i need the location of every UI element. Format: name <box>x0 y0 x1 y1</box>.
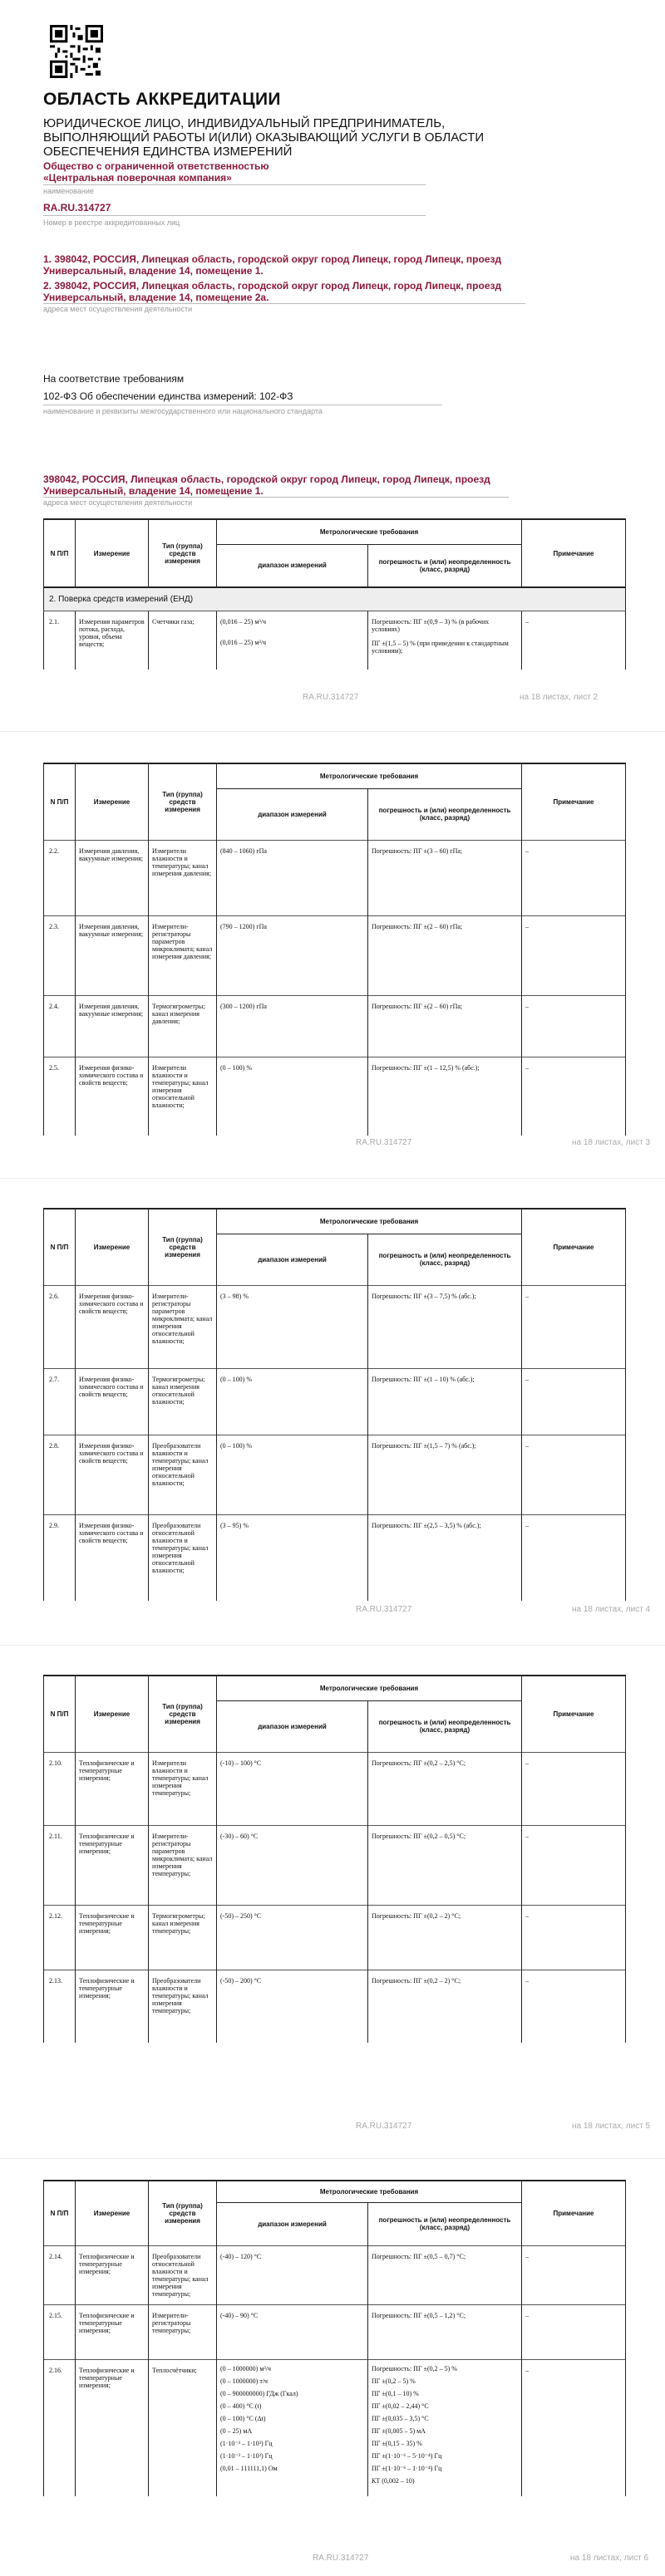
row-range: (0 – 100) % <box>217 1057 368 1136</box>
accreditation-table-page-2 <box>43 763 625 1136</box>
accreditation-table-page-4 <box>43 1675 625 2043</box>
col-error: погрешность и (или) неопределенность (класс, разряд) <box>368 544 522 587</box>
compliance-label: На соответствие требованиям <box>43 373 185 385</box>
table-row <box>44 995 626 1057</box>
reg-caption: Номер в реестре аккредитованных лиц <box>43 218 180 227</box>
qr-code <box>50 25 103 78</box>
row-num: 2.8. <box>44 1435 76 1514</box>
row-measure: Теплофизические и температурные измерения; <box>76 1905 149 1970</box>
col-note: Примечание <box>522 1209 626 1285</box>
page-title: ОБЛАСТЬ АККРЕДИТАЦИИ <box>43 90 281 109</box>
col-measure: Измерение <box>76 1209 149 1285</box>
page-footer-reg: RA.RU.314727 <box>356 2122 412 2131</box>
site-address: 398042, РОССИЯ, Липецкая область, городской округ город Липецк, город Липецк, проезд Универсальный, владение 14, помещение 1. <box>43 473 490 497</box>
divider <box>43 215 426 216</box>
row-range: (3 – 95) % <box>217 1514 368 1601</box>
row-num: 2.11. <box>44 1825 76 1905</box>
table-row <box>44 611 626 670</box>
row-range: (3 – 98) % <box>217 1285 368 1368</box>
table-row <box>44 840 626 915</box>
row-type: Термогигрометры; канал измерения температуры; <box>149 1905 217 1970</box>
col-measure: Измерение <box>76 2181 149 2245</box>
compliance-caption: наименование и реквизиты межгосударственного или национального стандарта <box>43 407 323 415</box>
row-range: (300 – 1200) гПа <box>217 995 368 1057</box>
page-footer-reg: RA.RU.314727 <box>356 1138 412 1147</box>
row-range: (840 – 1060) гПа <box>217 840 368 915</box>
row-type: Измерители влажности и температуры; канал измерения давления; <box>149 840 217 915</box>
row-measure: Теплофизические и температурные измерения; <box>76 2359 149 2496</box>
row-error: Погрешность: ПГ ±(0,2 – 2) °С; <box>368 1970 522 2043</box>
row-note: – <box>522 2304 626 2359</box>
row-measure: Измерения параметров потока, расхода, уровня, объема веществ; <box>76 611 149 670</box>
col-num: N П/П <box>44 1676 76 1752</box>
row-num: 2.9. <box>44 1514 76 1601</box>
page-separator <box>0 2158 665 2159</box>
row-note: – <box>522 1285 626 1368</box>
table-row <box>44 1752 626 1825</box>
col-range: диапазон измерений <box>217 788 368 840</box>
row-num: 2.14. <box>44 2245 76 2304</box>
row-type: Измерители влажности и температуры; канал измерения относительной влажности; <box>149 1057 217 1136</box>
row-measure: Теплофизические и температурные измерения; <box>76 2245 149 2304</box>
col-num: N П/П <box>44 2181 76 2245</box>
table-row <box>44 1970 626 2043</box>
row-error: Погрешность: ПГ ±(0,5 – 0,7) °С; <box>368 2245 522 2304</box>
row-range: (0 – 1000000) м³/ч (0 – 1000000) т/ч (0 – 900000000) ГДж (Гкал) (0 – 400) °С (t) (0 – 100) °С (Δt) (0 – 25) мА (1·10⁻³ – 1·10³) Гц (1·10⁻³ – 1·10³) Гц (0,01 – 111111,1) Ом <box>217 2359 368 2496</box>
row-range: (-40) – 90) °С <box>217 2304 368 2359</box>
accreditation-table-page-1 <box>43 518 625 670</box>
col-metro: Метрологические требования <box>217 763 522 788</box>
row-note: – <box>522 2245 626 2304</box>
divider <box>43 303 525 304</box>
table-row <box>44 2245 626 2304</box>
col-type: Тип (группа) средств измерения <box>149 763 217 840</box>
row-error: Погрешность: ПГ ±(0,9 – 3) % (в рабочих условиях) ПГ ±(1,5 – 5) % (при приведении к стандартным условиям); <box>368 611 522 670</box>
page-footer-reg: RA.RU.314727 <box>356 1605 412 1614</box>
row-measure: Измерения давления, вакуумные измерения; <box>76 995 149 1057</box>
col-num: N П/П <box>44 519 76 587</box>
row-error: Погрешность: ПГ ±(1 – 10) % (абс.); <box>368 1368 522 1435</box>
row-measure: Теплофизические и температурные измерения; <box>76 1752 149 1825</box>
row-num: 2.12. <box>44 1905 76 1970</box>
col-type: Тип (группа) средств измерения <box>149 1209 217 1285</box>
row-type: Измерители-регистраторы параметров микроклимата; канал измерения относительной влажности; <box>149 1285 217 1368</box>
row-num: 2.7. <box>44 1368 76 1435</box>
compliance-value: 102-ФЗ Об обеспечении единства измерений: 102-ФЗ <box>43 390 293 402</box>
row-measure: Измерения физико-химического состава и свойств веществ; <box>76 1435 149 1514</box>
page-subtitle: ЮРИДИЧЕСКОЕ ЛИЦО, ИНДИВИДУАЛЬНЫЙ ПРЕДПРИНИМАТЕЛЬ, ВЫПОЛНЯЮЩИЙ РАБОТЫ И(ИЛИ) ОКАЗЫВАЮЩИЙ УСЛУГИ В ОБЛАСТИ ОБЕСПЕЧЕНИЯ ЕДИНСТВА ИЗМЕРЕНИЙ <box>43 116 485 159</box>
row-measure: Измерения физико-химического состава и свойств веществ; <box>76 1514 149 1601</box>
page-footer-sheet: на 18 листах, лист 6 <box>570 2554 649 2563</box>
row-note: – <box>522 611 626 670</box>
col-type: Тип (группа) средств измерения <box>149 2181 217 2245</box>
organization-name: Общество с ограниченной ответственностью «Центральная поверочная компания» <box>43 160 269 184</box>
row-range: (790 – 1200) гПа <box>217 915 368 995</box>
col-range: диапазон измерений <box>217 2202 368 2245</box>
row-type: Теплосчётчики; <box>149 2359 217 2496</box>
row-measure: Измерения давления, вакуумные измерения; <box>76 840 149 915</box>
col-type: Тип (группа) средств измерения <box>149 1676 217 1752</box>
row-range: (0 – 100) % <box>217 1435 368 1514</box>
row-num: 2.15. <box>44 2304 76 2359</box>
col-note: Примечание <box>522 763 626 840</box>
row-measure: Теплофизические и температурные измерения; <box>76 1970 149 2043</box>
row-note: – <box>522 995 626 1057</box>
row-range: (-30) – 60) °С <box>217 1825 368 1905</box>
row-error: Погрешность: ПГ ±(0,2 – 2,5) °С; <box>368 1752 522 1825</box>
row-type: Преобразователи влажности и температуры; канал измерения относительной влажности; <box>149 1435 217 1514</box>
table-row <box>44 2304 626 2359</box>
row-range: (-50) – 250) °С <box>217 1905 368 1970</box>
row-type: Преобразователи относительной влажности и температуры; канал измерения температуры; <box>149 2245 217 2304</box>
row-num: 2.1. <box>44 611 76 670</box>
table-row <box>44 1285 626 1368</box>
row-type: Измерители-регистраторы температуры; <box>149 2304 217 2359</box>
col-range: диапазон измерений <box>217 1234 368 1285</box>
row-error: Погрешность: ПГ ±(2 – 60) гПа; <box>368 995 522 1057</box>
org-caption: наименование <box>43 187 94 195</box>
address-2: 2. 398042, РОССИЯ, Липецкая область, городской округ город Липецк, город Липецк, проезд Универсальный, владение 14, помещение 2а. <box>43 280 502 303</box>
row-type: Преобразователи относительной влажности и температуры; канал измерения относительной влажности; <box>149 1514 217 1601</box>
row-error: Погрешность: ПГ ±(3 – 60) гПа; <box>368 840 522 915</box>
row-range: (-10) – 100) °С <box>217 1752 368 1825</box>
page-separator <box>0 1178 665 1179</box>
page-separator <box>0 1645 665 1646</box>
col-metro: Метрологические требования <box>217 1676 522 1700</box>
row-error: Погрешность: ПГ ±(0,2 – 5) % ПГ ±(0,2 – 5) % ПГ ±(0,1 – 10) % ПГ ±(0,02 – 2,44) °С ПГ ±(0,035 – 3,5) °С ПГ ±(0,005 – 5) мА ПГ ±(0,15 – 35) % ПГ ±(1·10⁻⁶ – 5·10⁻⁴) Гц ПГ ±(1·10⁻⁶ – 1·10⁻⁴) Гц КТ (0,002 – 10) <box>368 2359 522 2496</box>
row-type: Термогигрометры; канал измерения относительной влажности; <box>149 1368 217 1435</box>
table-row <box>44 1435 626 1514</box>
row-measure: Теплофизические и температурные измерения; <box>76 2304 149 2359</box>
col-error: погрешность и (или) неопределенность (класс, разряд) <box>368 1234 522 1285</box>
col-metro: Метрологические требования <box>217 519 522 544</box>
row-type: Измерители-регистраторы параметров микроклимата; канал измерения давления; <box>149 915 217 995</box>
table-row <box>44 915 626 995</box>
row-note: – <box>522 2359 626 2496</box>
table-row <box>44 1825 626 1905</box>
row-measure: Измерения физико-химического состава и свойств веществ; <box>76 1368 149 1435</box>
table-row <box>44 2359 626 2496</box>
col-num: N П/П <box>44 763 76 840</box>
row-range: (-40) – 120) °С <box>217 2245 368 2304</box>
page-footer-sheet: на 18 листах, лист 5 <box>572 2122 651 2131</box>
col-note: Примечание <box>522 1676 626 1752</box>
row-num: 2.5. <box>44 1057 76 1136</box>
row-range: (0 – 100) % <box>217 1368 368 1435</box>
section-title: 2. Поверка средств измерений (ЕНД) <box>44 587 626 611</box>
row-note: – <box>522 840 626 915</box>
col-num: N П/П <box>44 1209 76 1285</box>
page-footer-sheet: на 18 листах, лист 4 <box>572 1605 651 1614</box>
row-type: Измерители влажности и температуры; канал измерения температуры; <box>149 1752 217 1825</box>
page-separator <box>0 731 665 732</box>
table-row <box>44 1368 626 1435</box>
row-measure: Измерения давления, вакуумные измерения; <box>76 915 149 995</box>
registry-number: RA.RU.314727 <box>43 202 111 213</box>
row-error: Погрешность: ПГ ±(0,2 – 2) °С; <box>368 1905 522 1970</box>
col-range: диапазон измерений <box>217 1700 368 1752</box>
row-type: Преобразователи влажности и температуры; канал измерения температуры; <box>149 1970 217 2043</box>
row-range: (0,016 – 25) м³/ч (0,016 – 25) м³/ч <box>217 611 368 670</box>
table-row <box>44 1057 626 1136</box>
col-note: Примечание <box>522 2181 626 2245</box>
page-footer-sheet: на 18 листах, лист 2 <box>520 693 598 702</box>
row-measure: Измерения физико-химического состава и свойств веществ; <box>76 1285 149 1368</box>
row-num: 2.10. <box>44 1752 76 1825</box>
row-num: 2.2. <box>44 840 76 915</box>
row-type: Счетчики газа; <box>149 611 217 670</box>
row-measure: Теплофизические и температурные измерения; <box>76 1825 149 1905</box>
address-1: 1. 398042, РОССИЯ, Липецкая область, городской округ город Липецк, город Липецк, проезд Универсальный, владение 14, помещение 1. <box>43 253 502 277</box>
col-metro: Метрологические требования <box>217 2181 522 2202</box>
row-num: 2.13. <box>44 1970 76 2043</box>
row-note: – <box>522 1970 626 2043</box>
row-num: 2.16. <box>44 2359 76 2496</box>
row-error: Погрешность: ПГ ±(2,5 – 3,5) % (абс.); <box>368 1514 522 1601</box>
col-measure: Измерение <box>76 763 149 840</box>
col-error: погрешность и (или) неопределенность (класс, разряд) <box>368 1700 522 1752</box>
col-error: погрешность и (или) неопределенность (класс, разряд) <box>368 2202 522 2245</box>
row-error: Погрешность: ПГ ±(0,2 – 0,5) °С; <box>368 1825 522 1905</box>
row-num: 2.4. <box>44 995 76 1057</box>
row-note: – <box>522 1514 626 1601</box>
page-footer-reg: RA.RU.314727 <box>313 2554 369 2563</box>
col-metro: Метрологические требования <box>217 1209 522 1234</box>
row-note: – <box>522 1435 626 1514</box>
table-row <box>44 1514 626 1601</box>
col-range: диапазон измерений <box>217 544 368 587</box>
row-error: Погрешность: ПГ ±(0,5 – 1,2) °С; <box>368 2304 522 2359</box>
col-measure: Измерение <box>76 519 149 587</box>
col-error: погрешность и (или) неопределенность (класс, разряд) <box>368 788 522 840</box>
address-caption: адреса мест осуществления деятельности <box>43 305 193 313</box>
row-type: Термогигрометры; канал измерения давления; <box>149 995 217 1057</box>
accreditation-table-page-5 <box>43 2180 625 2496</box>
col-note: Примечание <box>522 519 626 587</box>
row-error: Погрешность: ПГ ±(3 – 7,5) % (абс.); <box>368 1285 522 1368</box>
site-caption: адреса мест осуществления деятельности <box>43 498 193 507</box>
divider <box>43 497 509 498</box>
row-note: – <box>522 915 626 995</box>
row-note: – <box>522 1905 626 1970</box>
row-range: (-50) – 200) °С <box>217 1970 368 2043</box>
col-type: Тип (группа) средств измерения <box>149 519 217 587</box>
row-num: 2.3. <box>44 915 76 995</box>
row-num: 2.6. <box>44 1285 76 1368</box>
page-footer-reg: RA.RU.314727 <box>303 693 359 702</box>
row-note: – <box>522 1752 626 1825</box>
row-measure: Измерения физико-химического состава и свойств веществ; <box>76 1057 149 1136</box>
row-error: Погрешность: ПГ ±(1 – 12,5) % (абс.); <box>368 1057 522 1136</box>
col-measure: Измерение <box>76 1676 149 1752</box>
row-type: Измерители-регистраторы параметров микроклимата; канал измерения температуры; <box>149 1825 217 1905</box>
accreditation-table-page-3 <box>43 1208 625 1601</box>
row-note: – <box>522 1368 626 1435</box>
row-error: Погрешность: ПГ ±(2 – 60) гПа; <box>368 915 522 995</box>
page-footer-sheet: на 18 листах, лист 3 <box>572 1138 651 1147</box>
row-note: – <box>522 1057 626 1136</box>
table-row <box>44 1905 626 1970</box>
row-note: – <box>522 1825 626 1905</box>
divider <box>43 184 426 185</box>
row-error: Погрешность: ПГ ±(1,5 – 7) % (абс.); <box>368 1435 522 1514</box>
